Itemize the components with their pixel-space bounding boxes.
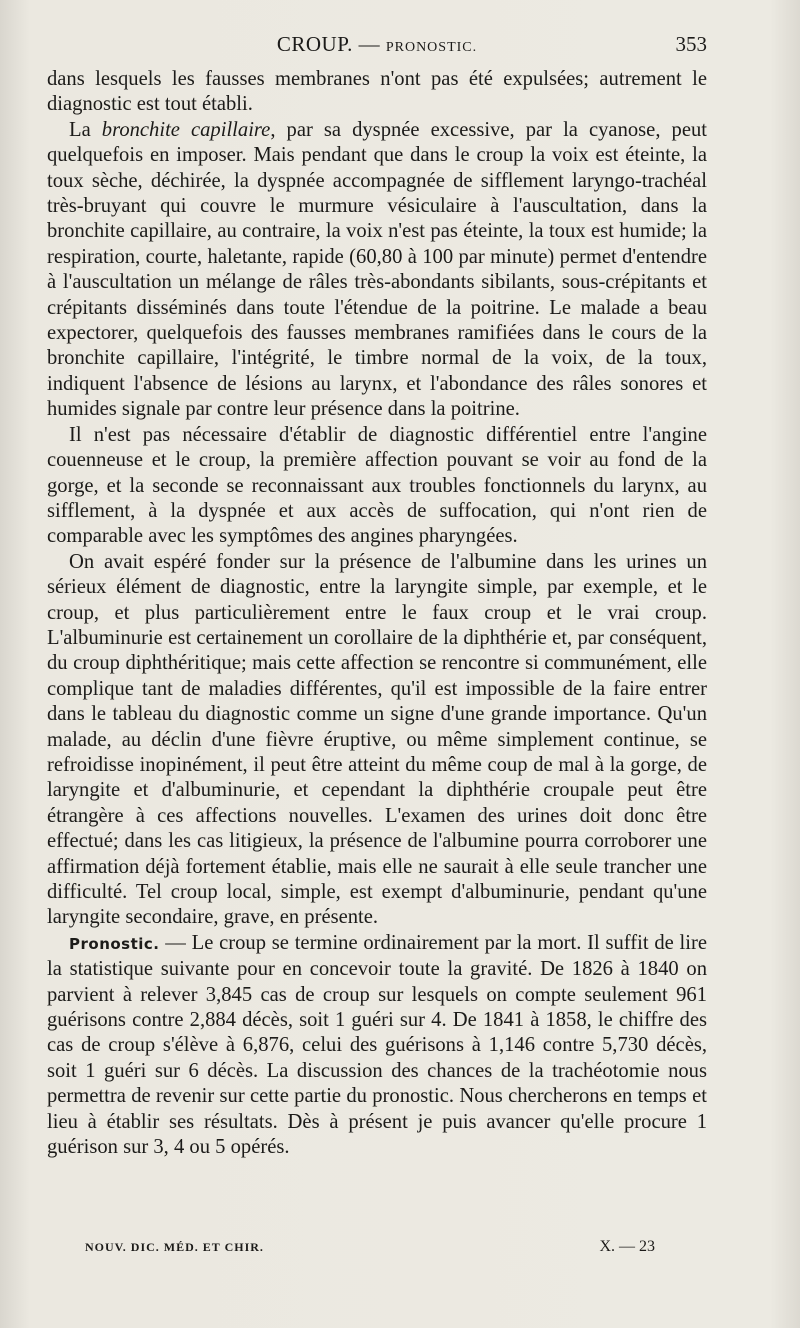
paragraph-body: , par sa dyspnée excessive, par la cyanose, peut quelquefois en imposer. Mais pendant que dans le croup la voix est éteinte, la toux sèche, déchirée, la dyspnée accompagnée de sifflement laryngo-trachéal très-bruyant qui couvre le murmure vésiculaire à l'auscultation, dans la bronchite capillaire, au contraire, la voix n'est pas éteinte, la toux est humide; la respiration, courte, haletante, rapide (60,80 à 100 par minute) permet d'entendre à l'auscultation un mélange de râles très-abondants sibilants, sous-crépitants et crépitants disséminés dans toute l'étendue de la poitrine. Le malade a beau expectorer, quelquefois des fausses membranes ramifiées dans le cours de la bronchite capillaire, l'intégrité, le timbre normal de la voix, de la toux, indiquent l'absence de lésions au larynx, et l'abondance des râles sonores et humides signale par contre leur présence dans la poitrine. xyxy=(47,118,707,421)
page-number: 353 xyxy=(675,32,707,56)
running-head xyxy=(47,32,707,57)
running-head-title: CROUP. xyxy=(276,32,353,56)
paragraph-continuation: dans lesquels les fausses membranes n'ont pas été expulsées; autrement le diagnostic est tout établi. xyxy=(47,68,707,116)
running-head-separator: — xyxy=(352,32,386,56)
paragraph-angine: Il n'est pas nécessaire d'établir de diagnostic différentiel entre l'angine couenneuse et le croup, la première affection pouvant se voir au fond de la gorge, et la seconde se reconnaissant aux troubles fonctionnels du larynx, au sifflement, à la dyspnée et aux accès de suffocation, qui n'ont rien de comparable avec les symptômes des angines pharyngées. xyxy=(47,423,707,548)
running-head-subtitle: PRONOSTIC. xyxy=(385,40,478,55)
paragraph-body: — Le croup se termine ordinairement par la mort. Il suffit de lire la statistique suivante pour en concevoir toute la gravité. De 1826 à 1840 on parvient à relever 3,845 cas de croup sur lesquels on compte seulement 961 guérisons contre 2,884 décès, soit 1 guéri sur 4. De 1841 à 1858, le chiffre des cas de croup s'élève à 6,876, celui des guérisons à 1,146 contre 5,730 décès, soit 1 guéri sur 6 décès. La discussion des chances de la trachéotomie nous permettra de revenir sur cette partie du pronostic. Nous chercherons en temps et lieu à établir ses résultats. Dès à présent je puis avancer qu'elle procure 1 guérison sur 3, 4 ou 5 opérés. xyxy=(47,931,707,1159)
page-header xyxy=(47,32,707,60)
section-heading-pronostic: Pronostic. xyxy=(69,934,160,953)
footer-signature: NOUV. DIC. MÉD. ET CHIR. xyxy=(85,1240,264,1254)
paragraph-bronchite xyxy=(47,118,707,423)
paragraph-pronostic xyxy=(47,931,707,1161)
paragraph-lead: La xyxy=(69,118,102,141)
page-footer xyxy=(85,1238,655,1260)
paragraph-albuminurie: On avait espéré fonder sur la présence de l'albumine dans les urines un sérieux élément de diagnostic, entre la laryngite simple, par exemple, et le croup, et plus particulièrement entre le faux croup et le vrai croup. L'albuminurie est certainement un corollaire de la diphthérie et, par conséquent, du croup diphthéritique; mais cette affection se rencontre si communément, elle complique tant de maladies différentes, qu'il est impossible de la faire entrer dans le tableau du diagnostic comme un signe d'une grande importance. Qu'un malade, au déclin d'une fièvre éruptive, ou même simplement continue, se refroidisse inopinément, il peut être atteint du même coup de mal à la gorge, de laryngite et d'albuminurie, et cependant la diphthérie croupale peut être étrangère à ces affections nouvelles. L'examen des urines doit donc être effectué; dans les cas litigieux, la présence de l'albumine pourra corroborer une affirmation déjà fortement établie, mais elle ne saurait à elle seule trancher une difficulté. Tel croup local, simple, est exempt d'albuminurie, pendant qu'une laryngite secondaire, grave, en présente. xyxy=(47,550,707,929)
footer-volume: X. — 23 xyxy=(599,1238,655,1255)
italic-term: bronchite capillaire xyxy=(101,118,271,141)
body-text xyxy=(47,67,707,1160)
